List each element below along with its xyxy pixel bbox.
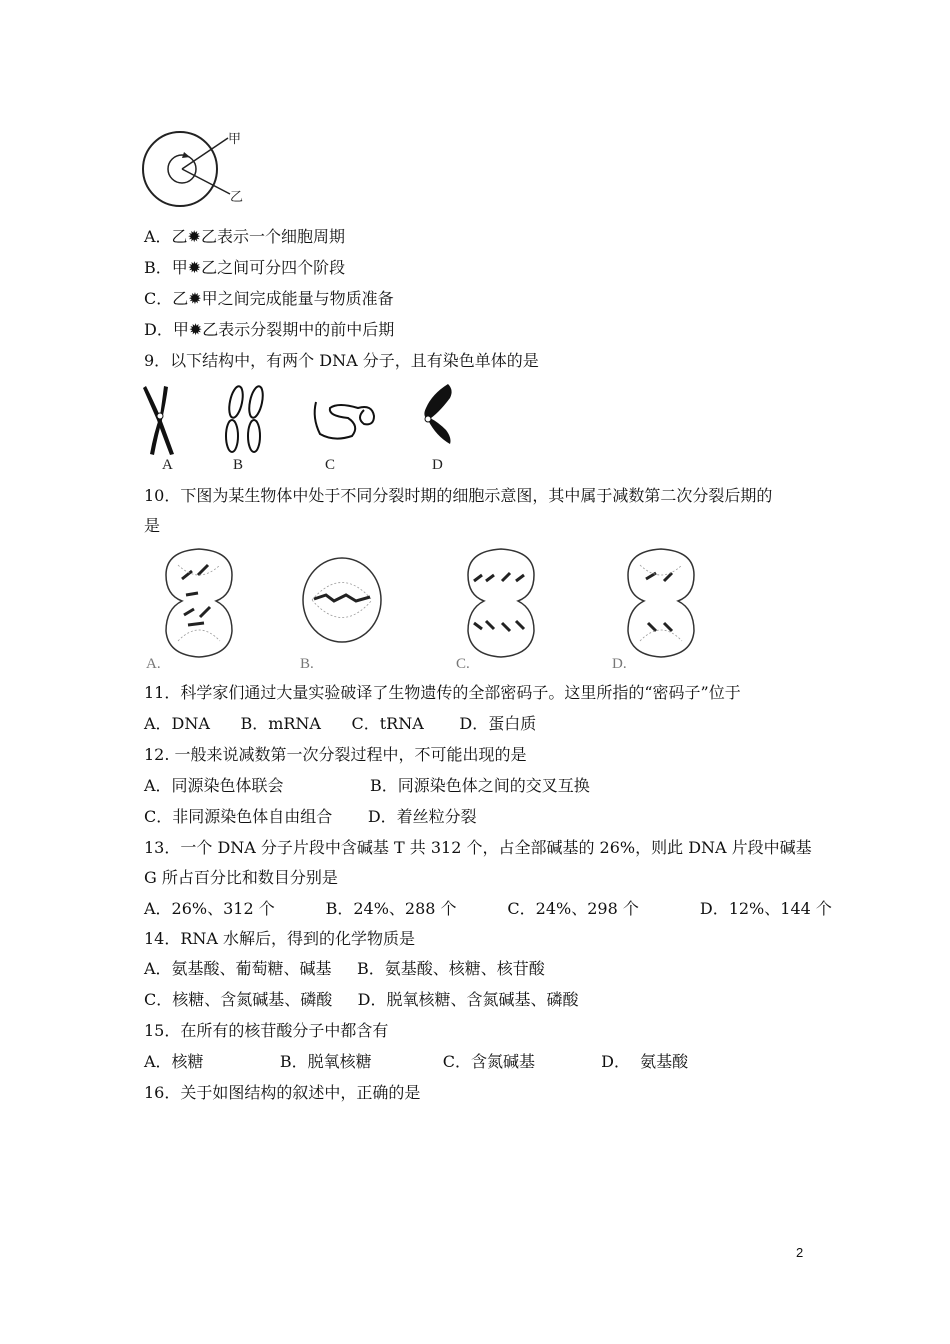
q11-options: A．DNA B．mRNA C．tRNA D．蛋白质 — [144, 714, 537, 733]
q14-stem: 14．RNA 水解后，得到的化学物质是 — [144, 929, 416, 948]
q12-stem: 12. 一般来说减数第一次分裂过程中，不可能出现的是 — [144, 745, 527, 764]
chromosome-b-figure — [218, 384, 270, 458]
q9-stem: 9．以下结构中，有两个 DNA 分子，且有染色单体的是 — [144, 351, 539, 370]
label-yi: 乙 — [230, 189, 244, 204]
q10-stem-line1: 10．下图为某生物体中处于不同分裂时期的细胞示意图，其中属于减数第二次分裂后期的 — [144, 486, 773, 505]
q9-label-a: A — [162, 457, 173, 473]
q12-options-line2: C．非同源染色体自由组合 D．着丝粒分裂 — [144, 807, 477, 826]
q9-label-c: C — [325, 457, 336, 473]
q11-stem: 11．科学家们通过大量实验破译了生物遗传的全部密码子。这里所指的“密码子”位于 — [144, 683, 741, 702]
chromosome-d-figure — [418, 380, 458, 450]
q10-label-b: B. — [300, 656, 314, 672]
cell-c-figure — [460, 545, 542, 660]
cell-a-figure — [158, 545, 240, 660]
q13-options: A．26%、312 个 B．24%、288 个 C．24%、298 个 D．12%、144 个 — [144, 899, 832, 918]
label-jia: 甲 — [228, 131, 242, 146]
q8-option-c: C．乙✹甲之间完成能量与物质准备 — [144, 289, 394, 308]
q8-option-d: D．甲✹乙表示分裂期中的前中后期 — [144, 320, 395, 339]
q15-stem: 15．在所有的核苷酸分子中都含有 — [144, 1021, 389, 1040]
q10-label-d: D. — [612, 656, 627, 672]
q12-options-line1: A．同源染色体联会 B．同源染色体之间的交叉互换 — [144, 776, 590, 795]
cell-b-figure — [300, 555, 384, 645]
chromosome-c-figure — [308, 396, 378, 444]
q10-stem-line2: 是 — [144, 516, 161, 535]
q14-options-line1: A．氨基酸、葡萄糖、碱基 B．氨基酸、核糖、核苷酸 — [144, 959, 545, 978]
chromosome-a-figure — [140, 382, 182, 458]
q14-options-line2: C．核糖、含氮碱基、磷酸 D．脱氧核糖、含氮碱基、磷酸 — [144, 990, 579, 1009]
q8-option-b: B．甲✹乙之间可分四个阶段 — [144, 258, 346, 277]
q9-label-d: D — [432, 457, 443, 473]
q10-label-a: A. — [146, 656, 161, 672]
q13-stem-line2: G 所占百分比和数目分别是 — [144, 868, 338, 887]
q8-option-a: A．乙✹乙表示一个细胞周期 — [144, 227, 345, 246]
cell-d-figure — [620, 545, 702, 660]
q13-stem-line1: 13．一个 DNA 分子片段中含碱基 T 共 312 个，占全部碱基的 26%，则此 DNA 片段中碱基 — [144, 838, 812, 857]
q9-label-b: B — [233, 457, 244, 473]
q16-stem: 16．关于如图结构的叙述中，正确的是 — [144, 1083, 421, 1102]
q15-options: A．核糖 B．脱氧核糖 C．含氮碱基 D． 氨基酸 — [144, 1052, 689, 1071]
q10-label-c: C. — [456, 656, 470, 672]
page-number: 2 — [796, 1245, 804, 1260]
